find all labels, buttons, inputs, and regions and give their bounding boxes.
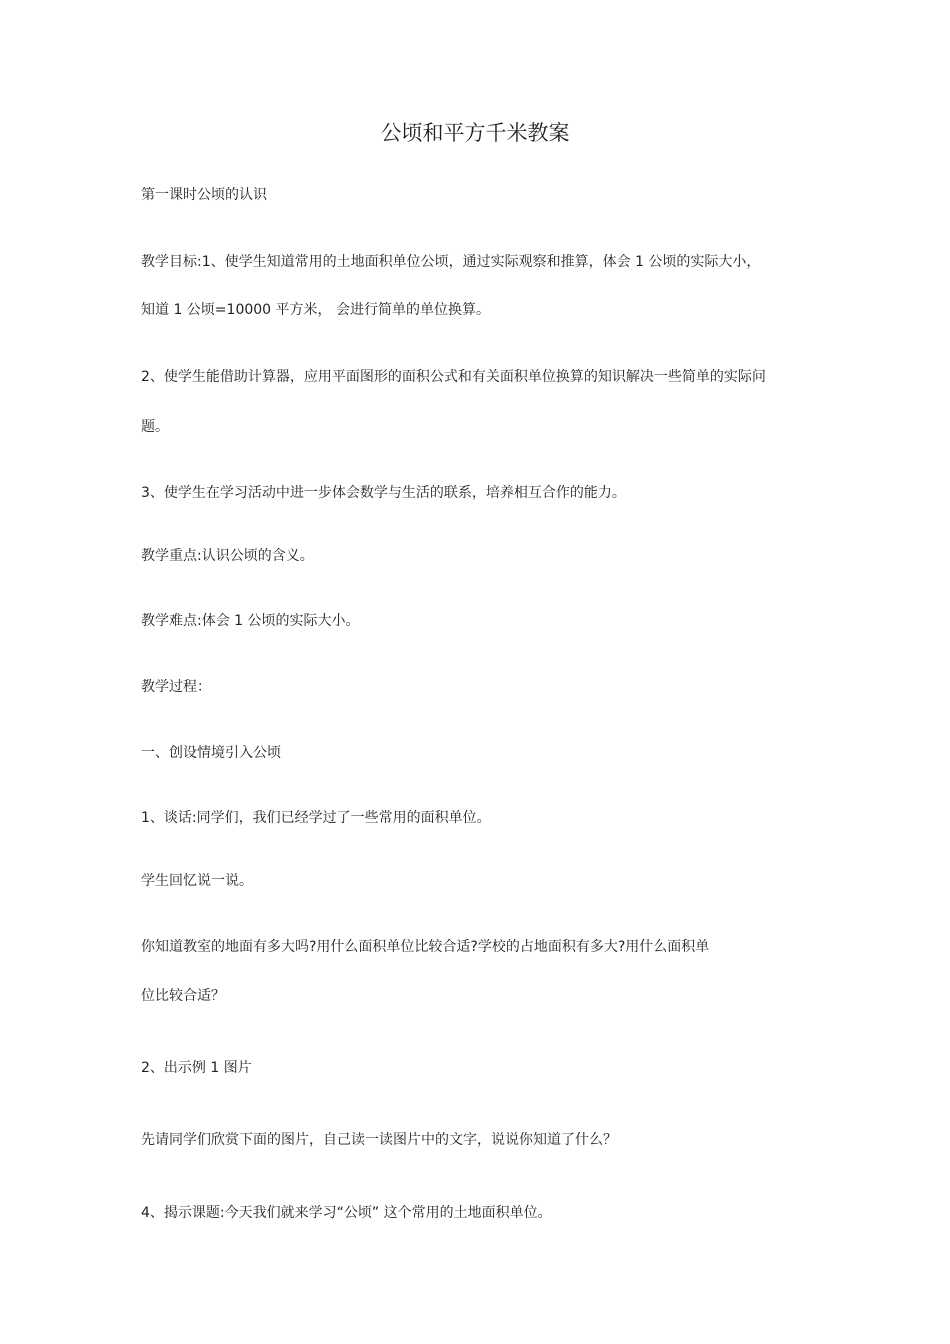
paragraph-line: 学生回忆说一说。 — [141, 873, 253, 889]
paragraph-line: 1、谈话:同学们，我们已经学过了一些常用的面积单位。 — [141, 810, 491, 826]
paragraph-line: 教学难点:体会 1 公顷的实际大小。 — [141, 613, 360, 629]
paragraph-line: 题。 — [141, 419, 169, 435]
paragraph-line: 3、使学生在学习活动中进一步体会数学与生活的联系，培养相互合作的能力。 — [141, 485, 626, 501]
paragraph-line: 教学过程： — [141, 679, 211, 695]
paragraph-line: 位比较合适？ — [141, 988, 225, 1004]
paragraph-line: 教学重点:认识公顷的含义。 — [141, 548, 314, 564]
paragraph-line: 先请同学们欣赏下面的图片，自己读一读图片中的文字，说说你知道了什么？ — [141, 1132, 617, 1148]
paragraph-line: 4、揭示课题:今天我们就来学习“公顷” 这个常用的土地面积单位。 — [141, 1205, 552, 1221]
paragraph-line: 知道 1 公顷=10000 平方米， 会进行简单的单位换算。 — [141, 302, 490, 318]
paragraph-line: 2、使学生能借助计算器，应用平面图形的面积公式和有关面积单位换算的知识解决一些简单的实际问 — [141, 369, 766, 385]
paragraph-line: 2、出示例 1 图片 — [141, 1060, 252, 1076]
section-heading: 一、创设情境引入公顷 — [141, 745, 281, 761]
paragraph-line: 教学目标:1、使学生知道常用的土地面积单位公顷，通过实际观察和推算，体会 1 公顷的实际大小， — [141, 254, 761, 270]
section-heading: 第一课时公顷的认识 — [141, 187, 267, 203]
document-title: 公顷和平方千米教案 — [380, 121, 570, 145]
paragraph-line: 你知道教室的地面有多大吗?用什么面积单位比较合适?学校的占地面积有多大?用什么面积单 — [141, 939, 710, 955]
